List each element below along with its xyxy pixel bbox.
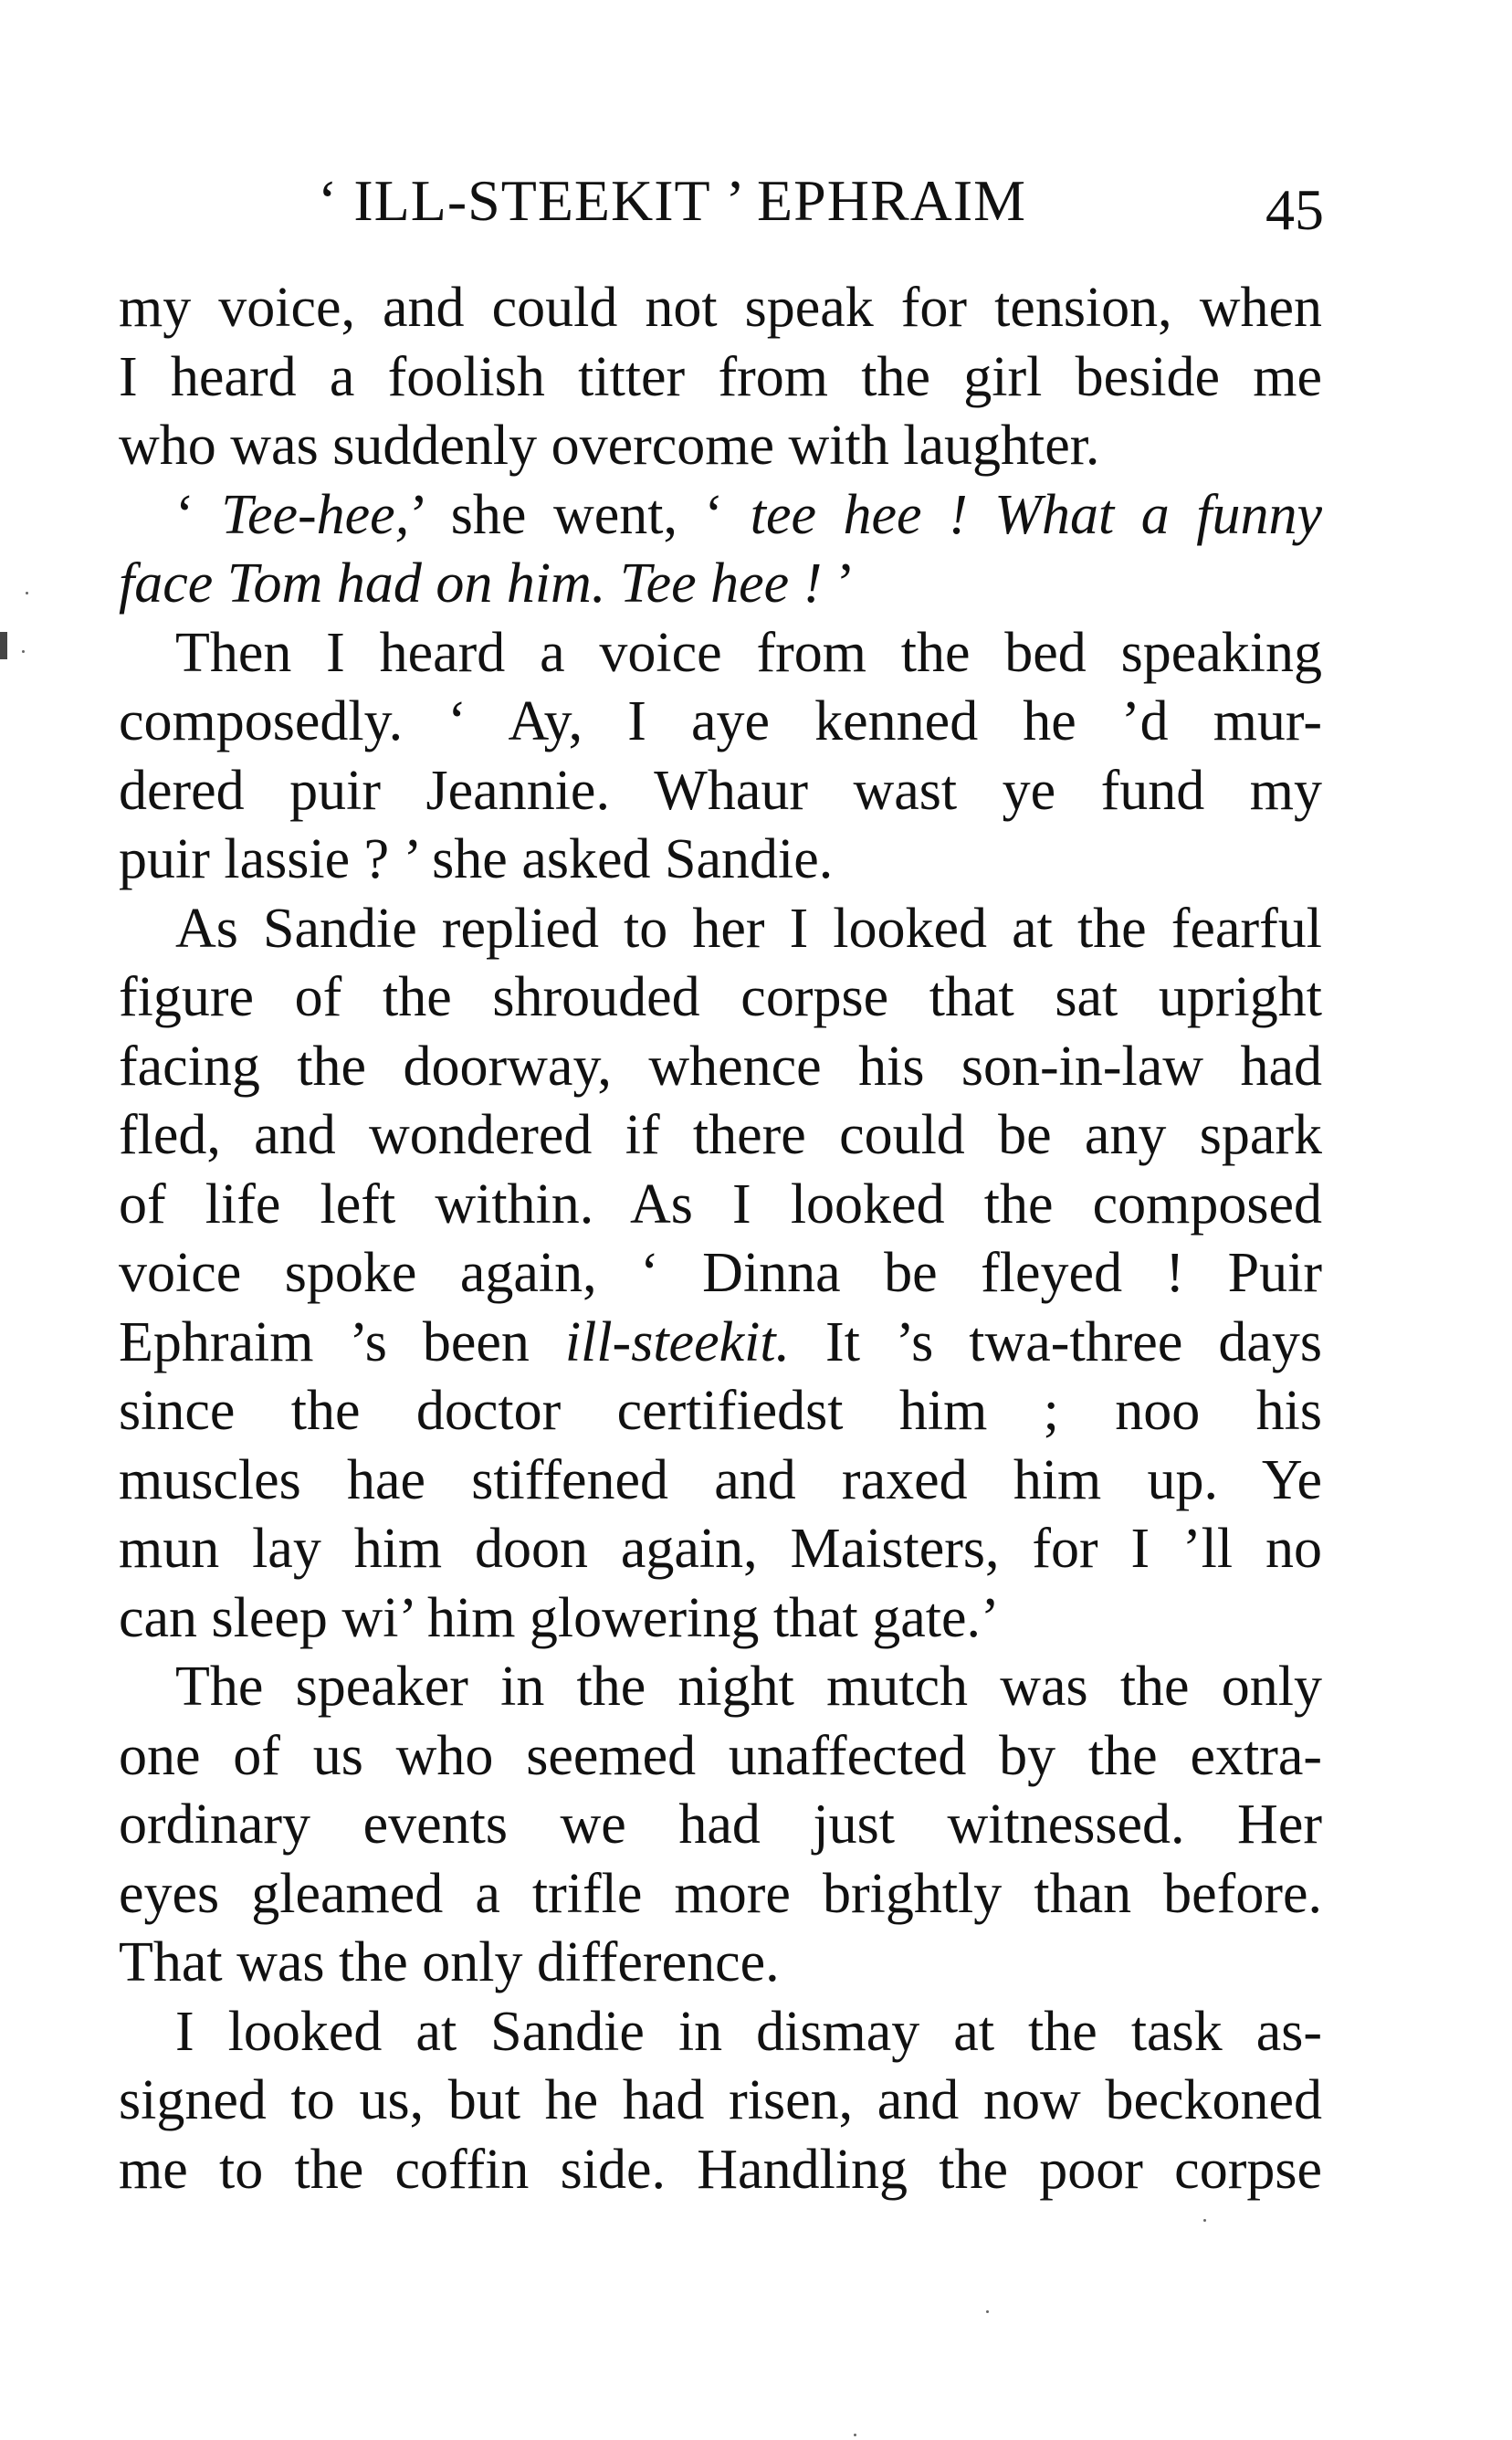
text-line: That was the only difference. [119, 1931, 780, 1993]
text-line: muscles hae stiffened and raxed him up. Ye [119, 1448, 1322, 1511]
text-line: who was suddenly overcome with laughter. [119, 415, 1100, 477]
text-line: can sleep wi’ him glowering that gate.’ [119, 1586, 1000, 1649]
text-line: Then I heard a voice from the bed speaking [175, 621, 1322, 684]
quote-close: ’ [822, 552, 856, 615]
scan-speck [26, 592, 28, 594]
line-segment: Ephraim ’s been [119, 1310, 565, 1373]
text-line: ordinary events we had just witnessed. Her [119, 1793, 1322, 1856]
text-line: mun lay him doon again, Maisters, for I ’ll no [119, 1518, 1322, 1580]
running-head [119, 164, 1324, 256]
text-line [119, 481, 1322, 551]
italic-speech: Tee-hee, [221, 483, 410, 546]
margin-mark [0, 632, 7, 659]
text-line: As Sandie replied to her I looked at the fearful [175, 897, 1322, 960]
italic-speech: tee hee ! What a funny [750, 483, 1322, 546]
scan-speck [986, 2310, 989, 2313]
text-line [119, 550, 1322, 619]
page-number: 45 [1265, 177, 1324, 242]
text-line: me to the coffin side. Handling the poor corpse [119, 2138, 1322, 2201]
text-line: one of us who seemed unaffected by the extra- [119, 1724, 1322, 1787]
text-line: my voice, and could not speak for tension, when [119, 277, 1322, 339]
quote-open: ‘ [175, 483, 222, 546]
scan-speck [854, 2434, 856, 2436]
text-line: since the doctor certifiedst him ; noo his [119, 1380, 1322, 1442]
text-line: puir lassie ? ’ she asked Sandie. [119, 828, 834, 890]
text-line: signed to us, but he had risen, and now beckoned [119, 2069, 1322, 2131]
text-line: dered puir Jeannie. Whaur wast ye fund my [119, 759, 1322, 822]
text-line: figure of the shrouded corpse that sat upright [119, 966, 1322, 1028]
text-line: I heard a foolish titter from the girl beside me [119, 345, 1322, 408]
text-line: of life left within. As I looked the composed [119, 1173, 1322, 1236]
italic-speech: face Tom had on him. Tee hee ! [119, 552, 823, 615]
text-line: fled, and wondered if there could be any spark [119, 1104, 1322, 1166]
text-line: composedly. ‘ Ay, I aye kenned he ’d mur- [119, 690, 1322, 752]
scan-speck [22, 650, 25, 653]
text-line: facing the doorway, whence his son-in-law had [119, 1035, 1322, 1098]
text-line: I looked at Sandie in dismay at the task as- [175, 2000, 1322, 2063]
scan-speck [1203, 2219, 1206, 2222]
italic-term: ill-steekit. [564, 1310, 791, 1373]
text-line: The speaker in the night mutch was the only [175, 1656, 1322, 1718]
line-segment: It ’s twa-three days [790, 1310, 1322, 1373]
text-line: eyes gleamed a trifle more brightly than before. [119, 1862, 1322, 1925]
text-line [119, 1309, 1322, 1378]
running-title: ‘ ILL-STEEKIT ’ EPHRAIM [318, 168, 1027, 233]
quote-mid: ’ she went, ‘ [409, 483, 751, 546]
text-line: voice spoke again, ‘ Dinna be fleyed ! Puir [119, 1242, 1322, 1304]
body-text [119, 274, 1322, 2204]
